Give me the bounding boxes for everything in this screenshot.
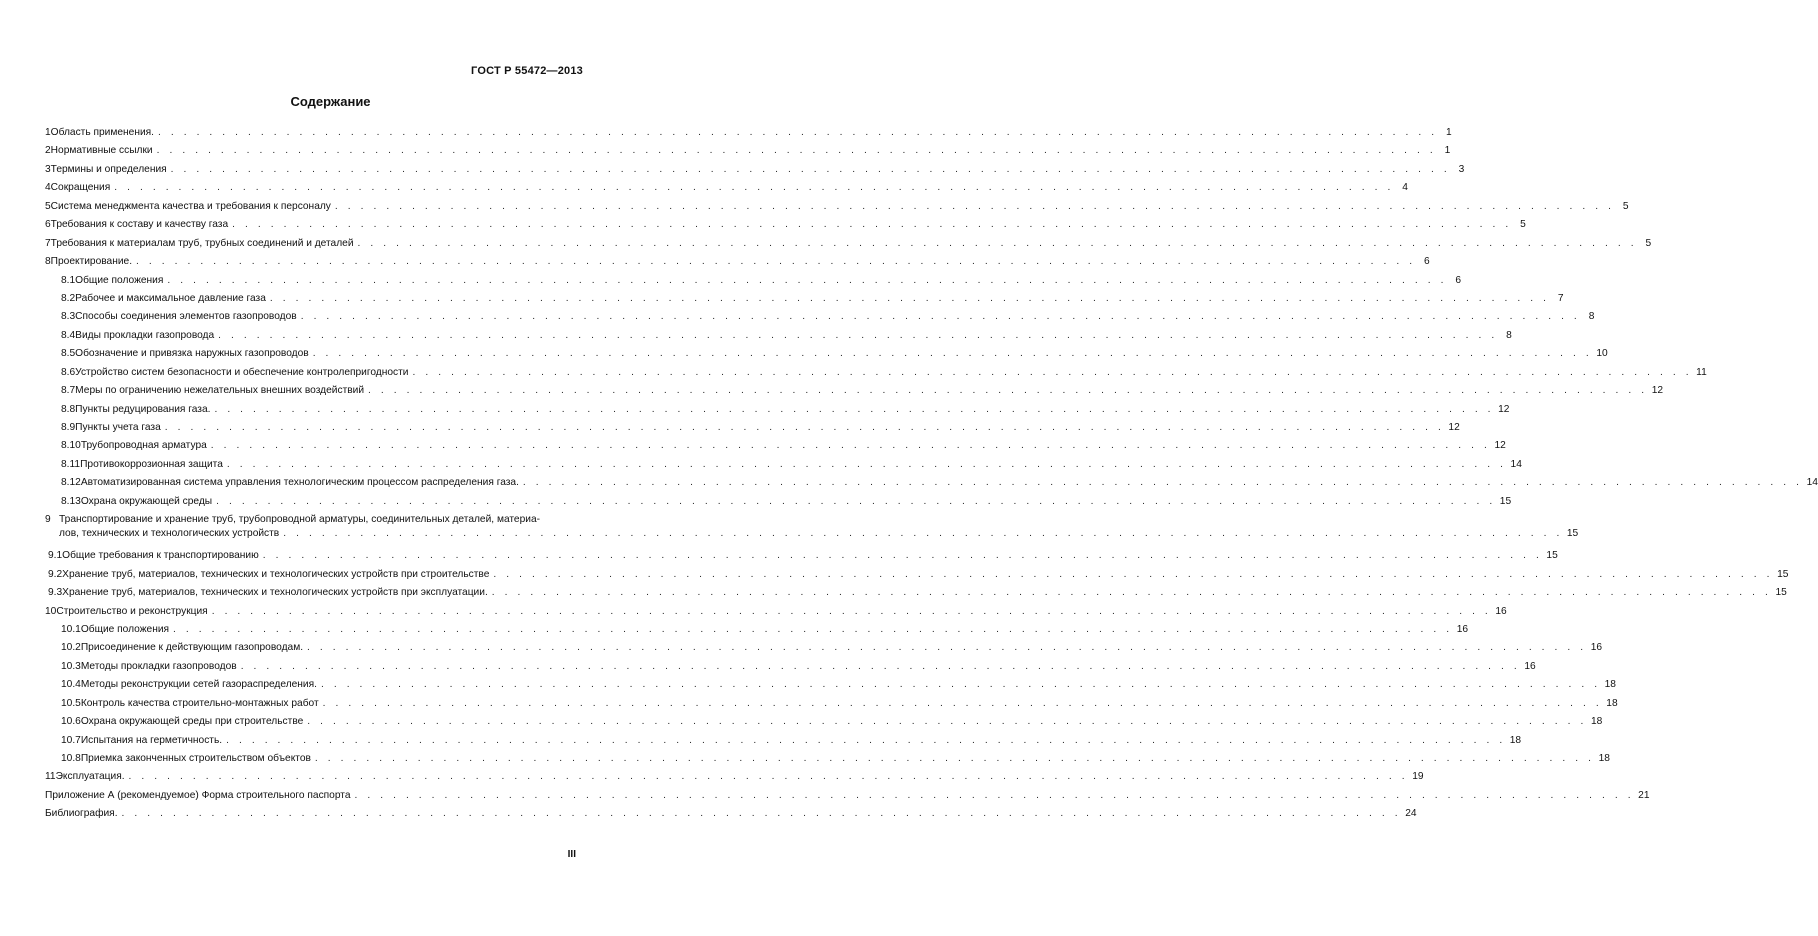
toc-leader — [227, 458, 1507, 472]
toc-number: 9.2 — [48, 568, 63, 580]
toc-page: 1 — [1444, 145, 1451, 157]
toc-title: Способы соединения элементов газопроводов — [75, 311, 297, 323]
toc-leader — [122, 807, 1402, 821]
toc-page: 19 — [1412, 771, 1424, 783]
toc-leader — [493, 568, 1773, 582]
toc-number: 8.6 — [61, 366, 76, 378]
toc-title: Приемка законченных строительством объектов — [80, 753, 311, 764]
toc-title-continued: лов, технических и технологических устройств — [59, 528, 280, 540]
toc-leader — [216, 495, 1496, 509]
toc-entry[interactable] — [45, 255, 1430, 273]
toc-number: 7 — [45, 237, 51, 249]
toc-title: Контроль качества строительно-монтажных работ — [80, 697, 319, 709]
toc-page: 7 — [1557, 292, 1564, 304]
toc-title: Система менеджмента качества и требования к персоналу — [50, 200, 331, 212]
toc-title: Пункты редуцирования газа. — [75, 403, 211, 415]
toc-number: 11 — [45, 771, 56, 783]
toc-entry[interactable] — [45, 200, 1629, 218]
toc-leader — [307, 641, 1587, 655]
toc-leader — [321, 678, 1601, 692]
toc-page: 18 — [1604, 679, 1616, 691]
toc-entry[interactable] — [45, 421, 1460, 439]
toc-entry[interactable] — [45, 439, 1506, 457]
toc-entry[interactable] — [45, 366, 1707, 384]
toc-page: 15 — [1499, 495, 1512, 507]
toc-leader — [492, 586, 1772, 600]
toc-page: 4 — [1402, 182, 1408, 194]
toc-page: 18 — [1606, 697, 1618, 709]
toc-entry[interactable] — [45, 347, 1608, 365]
toc-title: Автоматизированная система управления технологическим процессом распределения газа. — [80, 477, 519, 489]
toc-page: 16 — [1524, 660, 1536, 672]
toc-title: Эксплуатация. — [55, 771, 125, 783]
toc-entry[interactable] — [45, 292, 1564, 310]
toc-leader — [114, 181, 1394, 195]
toc-number: 4 — [45, 182, 51, 194]
toc-title: Методы реконструкции сетей газораспределения. — [80, 679, 317, 691]
toc-leader — [167, 274, 1447, 288]
toc-title: Меры по ограничению нежелательных внешних воздействий — [75, 385, 365, 397]
toc-leader — [218, 329, 1498, 343]
table-of-contents — [45, 126, 1818, 826]
toc-number: 10.6 — [61, 716, 81, 728]
toc-page: 16 — [1590, 642, 1603, 654]
toc-page: 15 — [1546, 550, 1558, 562]
toc-page: 18 — [1598, 753, 1610, 764]
toc-entry[interactable] — [45, 568, 1789, 586]
toc-leader — [301, 310, 1581, 324]
toc-leader — [283, 527, 1563, 541]
toc-title: Область применения. — [50, 127, 154, 138]
toc-title: Общие положения — [75, 274, 164, 286]
toc-number: 8.5 — [61, 348, 76, 360]
toc-entry[interactable] — [45, 218, 1526, 236]
toc-entry[interactable] — [45, 770, 1424, 788]
toc-number: 10.8 — [61, 753, 81, 764]
toc-leader — [413, 366, 1693, 380]
document-id: ГОСТ Р 55472—2013 — [471, 65, 583, 77]
toc-title: Нормативные ссылки — [50, 145, 153, 157]
toc-page: 6 — [1455, 274, 1462, 286]
toc-leader — [523, 476, 1803, 490]
toc-title: Общие положения — [80, 623, 170, 635]
toc-title: Противокоррозионная защита — [80, 458, 223, 470]
toc-page: 5 — [1622, 200, 1629, 212]
toc-page: 12 — [1448, 422, 1460, 433]
toc-page: 12 — [1498, 403, 1510, 415]
toc-leader — [307, 715, 1587, 729]
toc-title: Хранение труб, материалов, технических и технологических устройств при строительстве — [62, 568, 490, 580]
toc-number: 9 — [45, 514, 51, 526]
toc-page: 3 — [1458, 163, 1465, 175]
toc-entry-appendix[interactable] — [45, 789, 1650, 807]
toc-title: Общие требования к транспортированию — [62, 550, 259, 562]
toc-number: 8.7 — [61, 385, 76, 397]
toc-entry[interactable] — [45, 641, 1603, 659]
toc-number: 8 — [45, 256, 51, 268]
toc-page: 15 — [1777, 568, 1789, 580]
toc-title: Обозначение и привязка наружных газопроводов — [75, 348, 309, 360]
toc-page: 14 — [1510, 458, 1522, 470]
toc-page: 12 — [1651, 385, 1664, 397]
toc-page: 5 — [1645, 237, 1652, 249]
toc-entry[interactable] — [45, 495, 1512, 513]
toc-entry[interactable] — [45, 181, 1408, 199]
toc-page: 24 — [1405, 808, 1417, 820]
toc-number: 2 — [45, 145, 51, 157]
toc-title: Виды прокладки газопровода — [75, 329, 215, 341]
toc-entry[interactable] — [45, 126, 1452, 144]
toc-leader — [263, 549, 1543, 563]
toc-number: 10.3 — [61, 660, 81, 672]
toc-number: 8.10 — [61, 440, 81, 452]
toc-title: Транспортирование и хранение труб, трубопроводной арматуры, соединительных деталей, материа- — [59, 514, 541, 526]
toc-page: 18 — [1590, 716, 1603, 728]
toc-page: 1 — [1445, 127, 1452, 138]
toc-entry[interactable] — [45, 237, 1652, 255]
toc-title: Методы прокладки газопроводов — [80, 660, 237, 672]
toc-entry[interactable] — [45, 163, 1465, 181]
toc-number: 8.2 — [61, 292, 76, 304]
toc-entry[interactable] — [45, 678, 1616, 696]
toc-page: 14 — [1806, 477, 1818, 489]
toc-leader — [158, 126, 1438, 140]
toc-title: Рабочее и максимальное давление газа — [75, 292, 266, 304]
toc-leader — [270, 292, 1550, 306]
toc-page: 11 — [1696, 366, 1707, 378]
toc-leader — [173, 623, 1453, 637]
toc-number: 8.13 — [61, 495, 81, 507]
toc-leader — [171, 163, 1451, 177]
toc-title: Трубопроводная арматура — [80, 440, 207, 452]
toc-page: 8 — [1506, 329, 1512, 341]
toc-entry[interactable] — [45, 458, 1522, 476]
toc-leader — [214, 403, 1494, 417]
toc-title: Требования к материалам труб, трубных соединений и деталей — [50, 237, 354, 249]
toc-number: 8.4 — [61, 329, 76, 341]
toc-leader — [315, 752, 1595, 766]
toc-entry[interactable] — [45, 752, 1610, 770]
toc-number: 6 — [45, 219, 51, 231]
toc-page: 15 — [1566, 528, 1579, 540]
toc-page: 5 — [1520, 219, 1526, 231]
toc-number: 8.3 — [61, 311, 76, 323]
toc-title: Охрана окружающей среды — [80, 495, 213, 507]
toc-page: 15 — [1775, 587, 1787, 599]
page-title: Содержание — [290, 94, 371, 109]
toc-entry[interactable] — [45, 549, 1558, 567]
toc-entry[interactable] — [45, 586, 1787, 604]
toc-leader — [211, 439, 1491, 453]
toc-entry[interactable] — [45, 329, 1512, 347]
toc-entry[interactable] — [45, 476, 1818, 494]
toc-title: Присоединение к действующим газопроводам. — [80, 642, 304, 654]
toc-entry[interactable] — [45, 274, 1462, 292]
toc-entry[interactable] — [45, 144, 1451, 162]
toc-entry[interactable] — [45, 660, 1536, 678]
toc-leader — [226, 734, 1506, 748]
toc-leader — [165, 421, 1445, 435]
toc-title: Термины и определения — [50, 163, 167, 175]
toc-leader — [355, 789, 1635, 803]
toc-number: 10.7 — [61, 734, 81, 746]
toc-page: 16 — [1456, 623, 1469, 635]
toc-title: Устройство систем безопасности и обеспечение контролепригодности — [75, 366, 409, 378]
toc-entry[interactable] — [45, 513, 1579, 549]
toc-leader — [212, 605, 1492, 619]
toc-number: 9.1 — [48, 550, 63, 562]
toc-number: 8.11 — [61, 458, 81, 470]
toc-page: 16 — [1495, 605, 1507, 617]
toc-entry[interactable] — [45, 310, 1595, 328]
toc-number: 5 — [45, 200, 51, 212]
toc-number: 8.8 — [61, 403, 76, 415]
toc-page: 10 — [1596, 348, 1608, 360]
toc-entry[interactable] — [45, 715, 1603, 733]
toc-title: Пункты учета газа — [75, 422, 161, 433]
toc-page: 6 — [1424, 256, 1430, 268]
toc-number: 8.1 — [61, 274, 76, 286]
toc-number: 8.9 — [61, 422, 76, 433]
toc-number: 10.4 — [61, 679, 81, 691]
toc-leader — [241, 660, 1521, 674]
toc-leader — [232, 218, 1512, 232]
toc-title: Сокращения — [50, 182, 111, 194]
toc-entry[interactable] — [45, 403, 1510, 421]
toc-leader — [129, 770, 1409, 784]
toc-leader — [335, 200, 1615, 214]
toc-page: 8 — [1588, 311, 1595, 323]
toc-title: Проектирование. — [50, 256, 133, 268]
toc-entry[interactable] — [45, 384, 1664, 402]
toc-page: 18 — [1509, 734, 1522, 746]
toc-number: 10.1 — [61, 623, 81, 635]
toc-leader — [313, 347, 1593, 361]
toc-entry-bibliography[interactable] — [45, 807, 1417, 825]
toc-page: 21 — [1638, 789, 1650, 801]
toc-title: Хранение труб, материалов, технических и технологических устройств при эксплуатации. — [62, 587, 488, 599]
toc-entry[interactable] — [45, 734, 1522, 752]
toc-page: 12 — [1494, 440, 1506, 452]
toc-number: 10.5 — [61, 697, 81, 709]
toc-title: Строительство и реконструкция — [56, 605, 208, 617]
toc-leader — [358, 237, 1638, 251]
toc-title: Приложение А (рекомендуемое) Форма строительного паспорта — [45, 789, 351, 801]
toc-number: 3 — [45, 163, 51, 175]
toc-number: 8.12 — [61, 477, 81, 489]
toc-title: Охрана окружающей среды при строительстве — [80, 716, 304, 728]
toc-entry[interactable] — [45, 605, 1507, 623]
toc-number: 9.3 — [48, 587, 63, 599]
toc-number: 10.2 — [61, 642, 81, 654]
toc-number: 10 — [45, 605, 57, 617]
toc-leader — [136, 255, 1416, 269]
toc-number: 1 — [45, 127, 51, 138]
toc-entry[interactable] — [45, 697, 1618, 715]
toc-title: Испытания на герметичность. — [80, 734, 223, 746]
toc-leader — [157, 144, 1437, 158]
toc-leader — [323, 697, 1603, 711]
toc-title: Библиография. — [45, 808, 118, 820]
page-number: III — [567, 849, 576, 860]
toc-leader — [368, 384, 1648, 398]
toc-entry[interactable] — [45, 623, 1469, 641]
toc-title: Требования к составу и качеству газа — [50, 219, 229, 231]
